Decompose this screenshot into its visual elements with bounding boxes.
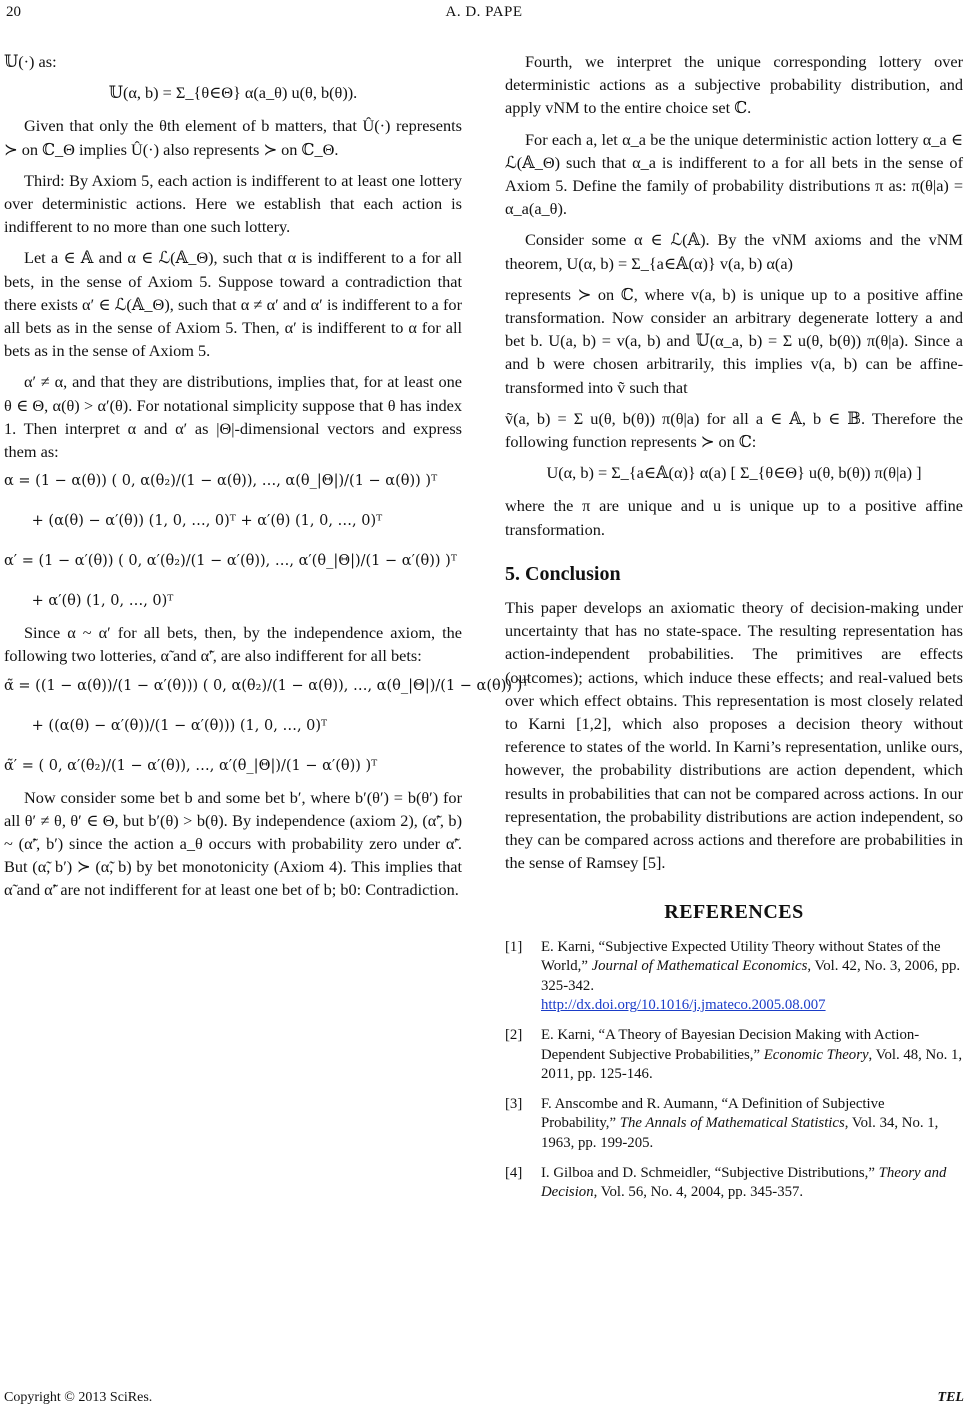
reference-number: [4] bbox=[505, 1164, 523, 1181]
page-header bbox=[0, 2, 968, 26]
reference-number: [3] bbox=[505, 1095, 523, 1112]
reference-journal: The Annals of Mathematical Statistics bbox=[619, 1115, 845, 1132]
paragraph: Since α ~ α′ for all bets, then, by the independence axiom, the following two lotteries, α̃ and α̃′, are also indifferent for all bets: bbox=[4, 623, 462, 666]
equation: 𝕌(α, b) = Σ_{θ∈Θ} α(a_θ) u(θ, b(θ)). bbox=[108, 83, 358, 103]
journal-abbrev: TEL bbox=[937, 1390, 964, 1405]
page-number: 20 bbox=[6, 4, 21, 20]
reference-number: [1] bbox=[505, 938, 523, 955]
reference-tail: , Vol. 42, No. 3, 2006, pp. 325-342. bbox=[541, 958, 961, 994]
page-footer bbox=[4, 1390, 964, 1406]
matrix-equation: α̃ = ((1 − α(θ))/(1 − α′(θ))) ( 0, α(θ₂)/(1 − α(θ)), …, α(θ_|Θ|)/(1 − α(θ)) )ᵀ + ((α(θ) − α′(θ))/(1 − α′(θ))) (1, 0, …, 0)ᵀ α̃′ = ( 0, α′(θ₂)/(1 − α′(θ)), …, α′(θ_|Θ|)/(1 − α′(θ)) )ᵀ bbox=[4, 677, 529, 774]
reference-text: E. Karni, “A Theory of Bayesian Decision Making with Action-Dependent Subjective Probabilities,” bbox=[541, 1027, 920, 1063]
reference-item bbox=[505, 1095, 963, 1154]
left-column bbox=[4, 50, 529, 910]
equation: U(α, b) = Σ_{a∈𝔸(α)} α(a) [ Σ_{θ∈Θ} u(θ, b(θ)) π(θ|a) ] bbox=[546, 463, 922, 483]
reference-item bbox=[505, 938, 963, 1016]
paragraph: α′ ≠ α, and that they are distributions, implies that, for at least one θ ∈ Θ, α(θ) > α′(θ). For notational simplicity suppose that θ has index 1. Then interpret α and α′ as |Θ|-dimensional vectors and express them as: bbox=[4, 372, 462, 462]
reference-text: I. Gilboa and D. Schmeidler, “Subjective Distributions,” bbox=[541, 1164, 875, 1181]
reference-item bbox=[505, 1026, 963, 1085]
paragraph: Consider some α ∈ ℒ(𝔸). By the vNM axioms and the vNM theorem, U(α, b) = Σ_{a∈𝔸(α)} v(a, b) α(a) bbox=[505, 230, 963, 273]
reference-tail: , Vol. 34, No. 1, 1963, pp. 199-205. bbox=[541, 1115, 939, 1152]
paragraph: Fourth, we interpret the unique corresponding lottery over deterministic actions as a subjective probability distribution, and apply vNM to the entire choice set ℂ. bbox=[505, 52, 963, 118]
reference-number: [2] bbox=[505, 1027, 523, 1044]
reference-journal: Journal of Mathematical Economics bbox=[591, 958, 808, 975]
running-title: A. D. PAPE bbox=[445, 4, 523, 20]
paragraph: ṽ(a, b) = Σ u(θ, b(θ)) π(θ|a) for all a ∈ 𝔸, b ∈ 𝔹. Therefore the following function represents ≻ on ℂ: bbox=[505, 408, 963, 452]
reference-text: F. Anscombe and R. Aumann, “A Definition of Subjective Probability,” bbox=[541, 1095, 885, 1132]
copyright-notice: Copyright © 2013 SciRes. bbox=[4, 1390, 153, 1405]
reference-link[interactable]: http://dx.doi.org/10.1016/j.jmateco.2005.08.007 bbox=[541, 997, 826, 1014]
reference-item bbox=[505, 1164, 963, 1203]
matrix-equation: α = (1 − α(θ)) ( 0, α(θ₂)/(1 − α(θ)), …, α(θ_|Θ|)/(1 − α(θ)) )ᵀ + (α(θ) − α′(θ)) (1, 0, …, 0)ᵀ + α′(θ) (1, 0, …, 0)ᵀ α′ = (1 − α′(θ)) ( 0, α′(θ₂)/(1 − α′(θ)), …, α′(θ_|Θ|)/(1 − α′(θ)) )ᵀ + α′(θ) (1, 0, …, 0)ᵀ bbox=[4, 473, 457, 610]
paragraph: Let a ∈ 𝔸 and α ∈ ℒ(𝔸_Θ), such that α is indifferent to a for all bets, in the sense of Axiom 5. Suppose toward a contradiction that there exists α′ ∈ ℒ(𝔸_Θ), such that α ≠ α′ and α′ is indifferent to a for all bets as in the sense of Axiom 5. Then, α′ is indifferent to α for all bets as in the sense of Axiom 5. bbox=[4, 248, 462, 361]
paragraph: represents ≻ on ℂ, where v(a, b) is unique up to a positive affine transformation. Now consider an arbitrary degenerate lottery a and bet b. U(a, b) = v(a, b) and 𝕌(α_a, b) = Σ u(θ, b(θ)) π(θ|a). Since a and b were chosen arbitrarily, this implies v(a, b) can be affine-transformed into ṽ such that bbox=[505, 284, 963, 397]
paragraph: 𝕌(·) as: bbox=[4, 52, 57, 71]
reference-tail: , Vol. 48, No. 1, 2011, pp. 125-146. bbox=[541, 1046, 963, 1083]
paragraph: This paper develops an axiomatic theory of decision-making under uncertainty that has no state-space. The resulting representation has action-independent probabilities. The primitives are effects (outcomes); actions, which induce these effects; and real-valued bets over which effect obtains. This representation is most closely related to Karni [1,2], which also proposes a decision theory without reference to states of the world. In Karni’s representation, unlike ours, however, the probability distributions are action dependent, which results in probabilities that can not be compared across actions. In our representation, the probability distributions are action independent, so they can be compared across actions and therefore are probabilities in the sense of Ramsey [5]. bbox=[505, 598, 963, 873]
reference-journal: Economic Theory bbox=[763, 1046, 869, 1063]
paragraph: Given that only the θth element of b matters, that Û(·) represents ≻ on ℂ_Θ implies Û(·) also represents ≻ on ℂ_Θ. bbox=[4, 116, 462, 159]
reference-tail: , Vol. 56, No. 4, 2004, pp. 345-357. bbox=[593, 1184, 804, 1201]
right-column bbox=[505, 50, 963, 1213]
reference-journal: Theory and Decision bbox=[541, 1164, 947, 1201]
paragraph: Third: By Axiom 5, each action is indifferent to at least one lottery over deterministic actions. Here we establish that each action is indifferent to no more than one such lottery. bbox=[4, 170, 462, 237]
reference-text: E. Karni, “Subjective Expected Utility Theory without States of the World,” bbox=[541, 938, 941, 975]
paragraph: For each a, let α_a be the unique deterministic action lottery α_a ∈ ℒ(𝔸_Θ) such that α_a is indifferent to a for all bets in the sense of Axiom 5. Define the family of probability distributions π as: π(θ|a) = α_a(a_θ). bbox=[505, 129, 963, 219]
section-title: 5. Conclusion bbox=[505, 562, 621, 585]
paragraph: Now consider some bet b and some bet b′, where b′(θ′) = b(θ′) for all θ′ ≠ θ, θ′ ∈ Θ, but b′(θ) > b(θ). By independence (axiom 2), (α̃′, b) ~ (α̃′, b′) since the action a_θ occurs with probability zero under α̃′. But (α̃, b′) ≻ (α̃, b) by bet monotonicity (Axiom 4). This implies that α̃ and α̃′ are not indifferent for at least one bet of b; b0: Contradiction. bbox=[4, 787, 462, 900]
references-title: REFERENCES bbox=[664, 900, 804, 923]
paragraph: where the π are unique and u is unique up to a positive affine transformation. bbox=[505, 496, 963, 539]
